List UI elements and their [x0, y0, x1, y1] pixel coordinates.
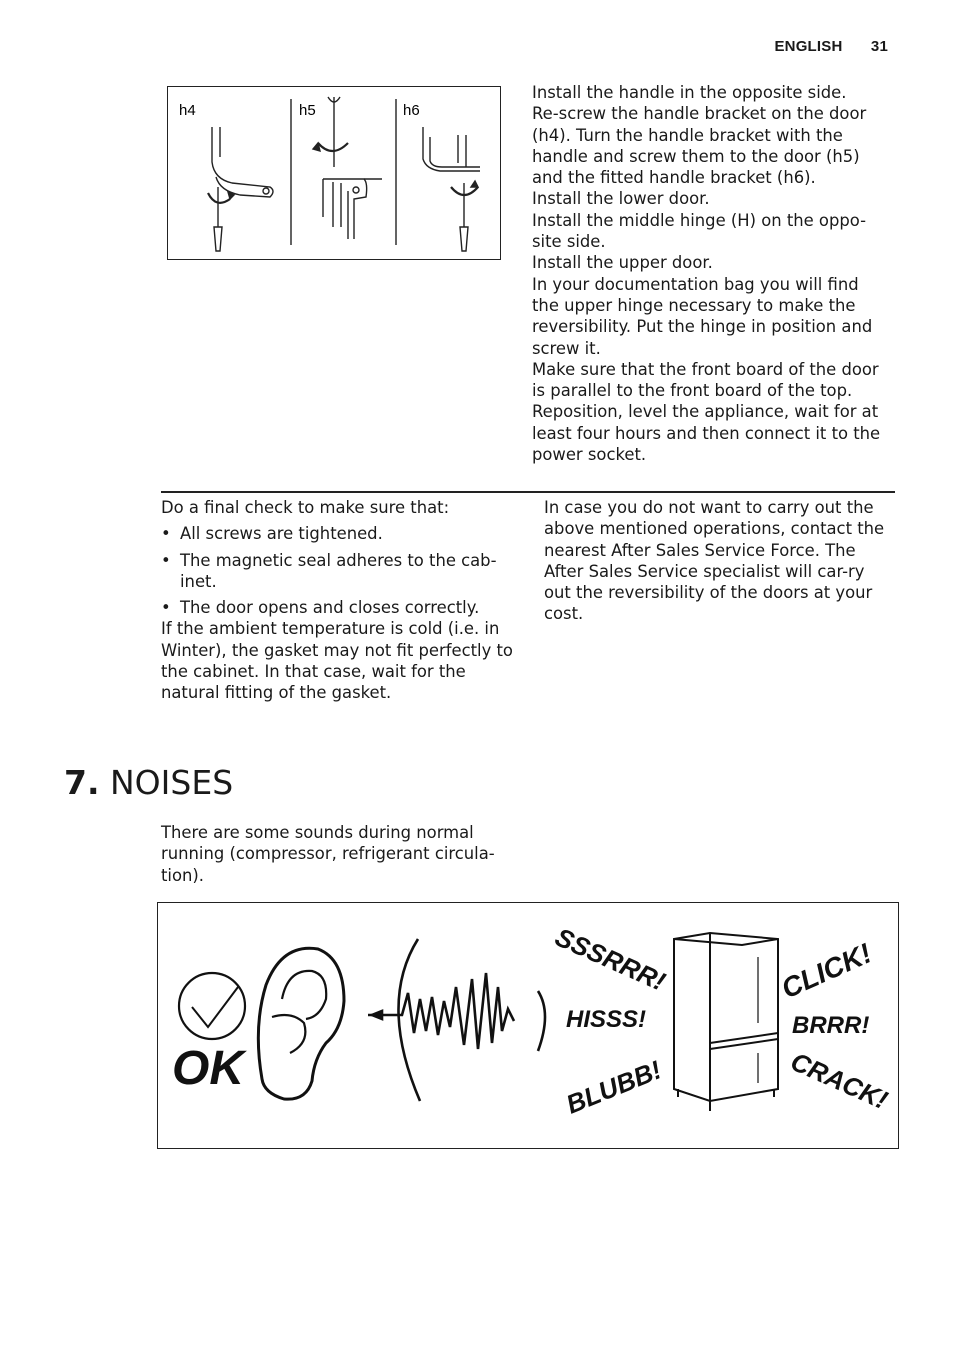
final-check-note: If the ambient temperature is cold (i.e. in Winter), the gasket may not fit perfectly to the cabinet. In that case, wait for the natural fitting of the gasket.: [161, 619, 513, 703]
final-check-bullet: • The magnetic seal adheres to the cab-inet.: [161, 550, 513, 593]
label-h6: h6: [403, 102, 420, 119]
page-number: 31: [870, 38, 888, 55]
sound-word: BLUBB!: [561, 1054, 666, 1120]
check-circle-icon: [179, 973, 245, 1039]
final-check-bullet: • All screws are tightened.: [161, 523, 513, 544]
sound-word: HISSS!: [566, 1006, 647, 1033]
section-title: NOISES: [110, 763, 234, 802]
page-header: [774, 38, 888, 55]
install-steps: [532, 82, 888, 465]
sound-wave-icon: [368, 939, 545, 1101]
section-divider: [161, 491, 895, 493]
fridge-icon: [674, 933, 778, 1111]
install-step: Reposition, level the appliance, wait for at least four hours and then connect it to the power socket.: [532, 402, 881, 465]
final-check: [161, 497, 513, 704]
install-step: Install the upper door.: [532, 253, 713, 273]
install-step: In your documentation bag you will find the upper hinge necessary to make the reversibility. Put the hinge in position and screw it.: [532, 274, 873, 358]
install-step: Re-screw the handle bracket on the door (h4). Turn the handle bracket with the handle and screw them to the door (h5) and the fitted handle bracket (h6).: [532, 104, 867, 188]
sound-word: CRACK!: [786, 1046, 893, 1116]
section-number: 7.: [64, 763, 100, 802]
section-intro: There are some sounds during normal running (compressor, refrigerant circula-tion).: [161, 823, 495, 885]
label-h4: h4: [179, 102, 196, 119]
section-heading: [64, 763, 233, 802]
install-step: Make sure that the front board of the door is parallel to the front board of the top.: [532, 359, 879, 401]
sound-word: CLICK!: [776, 937, 877, 1005]
install-step: Install the handle in the opposite side.: [532, 83, 847, 102]
noises-figure: [157, 902, 899, 1149]
install-step: Install the middle hinge (H) on the oppo-site side.: [532, 210, 867, 252]
ear-icon: [258, 948, 344, 1099]
sound-word: SSSRRR!: [550, 921, 670, 997]
final-check-bullet: • The door opens and closes correctly.: [161, 597, 513, 618]
final-check-intro: Do a final check to make sure that:: [161, 498, 450, 517]
ok-label: OK: [172, 1042, 244, 1095]
install-step: Install the lower door.: [532, 189, 710, 209]
label-h5: h5: [299, 102, 316, 119]
sound-word: BRRR!: [792, 1012, 870, 1039]
service-note: In case you do not want to carry out the above mentioned operations, contact the nearest After Sales Service Force. The After Sales Service specialist will car-ry out the reversibility of the doors at your cost.: [544, 498, 885, 624]
header-language: ENGLISH: [774, 38, 843, 55]
checkmark-icon: [192, 987, 238, 1027]
handle-reversal-figure: [167, 86, 501, 260]
noises-drawing: [158, 903, 900, 1150]
handle-reversal-drawing: [168, 87, 502, 261]
